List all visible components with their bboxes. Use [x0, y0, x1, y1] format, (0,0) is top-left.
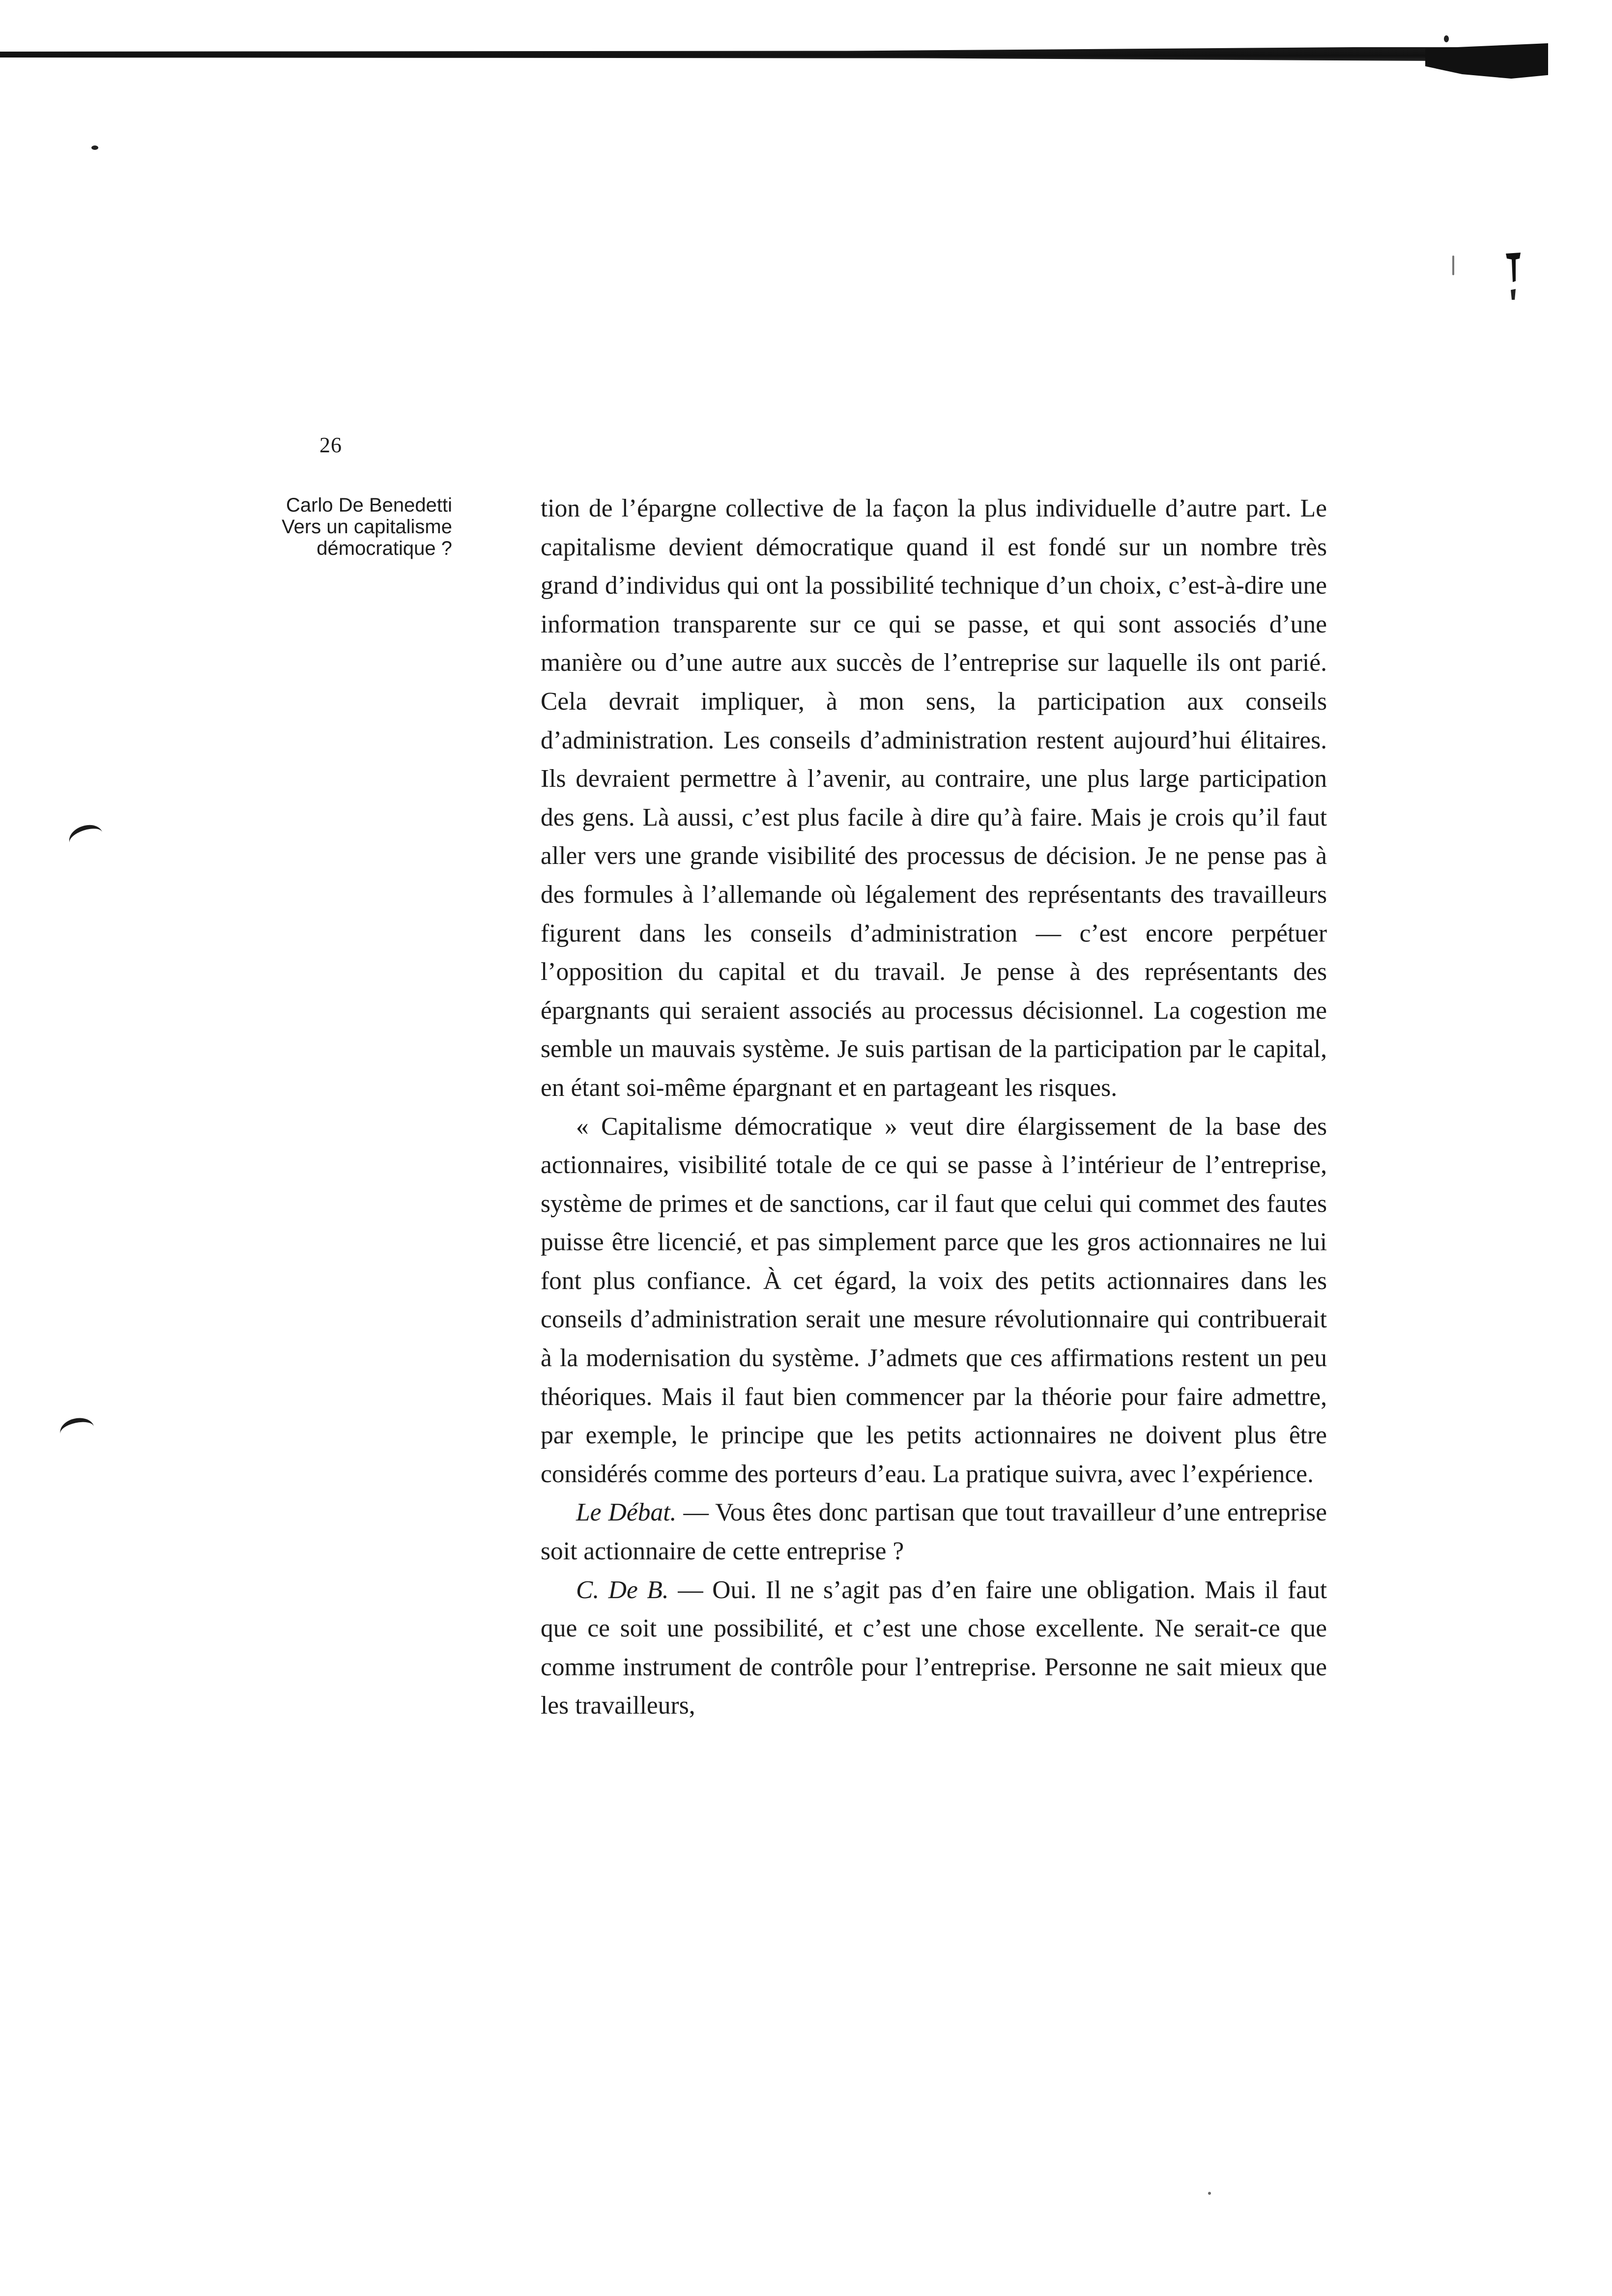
- article-body: [541, 489, 1327, 1725]
- dialogue-paragraph: [541, 1493, 1327, 1571]
- paragraph: [541, 1108, 1327, 1494]
- running-head-title: Vers un capitalisme: [282, 516, 452, 538]
- page-number: 26: [319, 433, 342, 457]
- paragraph-text: — Vous êtes donc partisan que tout travailleur d’une entreprise soit actionnaire de cette entreprise ?: [541, 1498, 1327, 1566]
- scan-speck: [1444, 35, 1449, 42]
- paragraph: [541, 489, 1327, 1108]
- running-head-title-cont: démocratique ?: [317, 538, 452, 559]
- scan-speck: [1208, 2192, 1211, 2195]
- speaker-label: C. De B.: [576, 1576, 669, 1604]
- scan-artifact-bar: [0, 47, 1538, 62]
- running-head: [187, 494, 452, 559]
- speaker-label: Le Débat.: [576, 1498, 677, 1527]
- scan-speck: [91, 145, 98, 150]
- paragraph-text: « Capitalisme démocratique » veut dire élargissement de la base des actionnaires, visibilité totale de ce qui se passe à l’intérieur de l’entreprise, système de primes et de sanctions, car il faut que celui qui commet des fautes puisse être licencié, et pas simplement parce que les gros actionnaires ne lui font plus confiance. À cet égard, la voix des petits actionnaires dans les conseils d’administration serait une mesure révolutionnaire qui contribuerait à la modernisation du système. J’admets que ces affirmations restent un peu théoriques. Mais il faut bien commencer par la théorie pour faire admettre, par exemple, le principe que les petits actionnaires ne doivent plus être considérés comme des porteurs d’eau. La pratique suivra, avec l’expérience.: [541, 1112, 1327, 1488]
- running-head-author: Carlo De Benedetti: [286, 494, 452, 516]
- paragraph-text: tion de l’épargne collective de la façon la plus individuelle d’autre part. Le capitalisme devient démocratique quand il est fondé sur un nombre très grand d’individus qui ont la possibilité technique d’un choix, c’est-à-dire une information transparente sur ce qui se passe, et qui sont associés d’une manière ou d’une autre aux succès de l’entreprise sur laquelle ils ont parié. Cela devrait impliquer, à mon sens, la participation aux conseils d’administration. Les conseils d’administration restent aujourd’hui élitaires. Ils devraient permettre à l’avenir, au contraire, une plus large participation des gens. Là aussi, c’est plus facile à dire qu’à faire. Mais je crois qu’il faut aller vers une grande visibilité des processus de décision. Je ne pense pas à des formules à l’allemande où légalement des représentants des travailleurs figurent dans les conseils d’administration — c’est encore perpétuer l’opposition du capital et du travail. Je pense à des représentants des épargnants qui seraient associés au processus décisionnel. La cogestion me semble un mauvais système. Je suis partisan de la participation par le capital, en étant soi-même épargnant et en partageant les risques.: [541, 494, 1327, 1102]
- margin-mark: [66, 821, 106, 854]
- edge-mark-icon: [1505, 252, 1522, 301]
- scan-speck: [1452, 256, 1454, 275]
- scan-artifact-bar-end: [1425, 43, 1548, 87]
- margin-mark: [58, 1415, 97, 1445]
- paragraph-text: — Oui. Il ne s’agit pas d’en faire une obligation. Mais il faut que ce soit une possibilité, et c’est une chose excellente. Ne serait-ce que comme instrument de contrôle pour l’entreprise. Personne ne sait mieux que les travailleurs,: [541, 1576, 1327, 1720]
- dialogue-paragraph: [541, 1571, 1327, 1725]
